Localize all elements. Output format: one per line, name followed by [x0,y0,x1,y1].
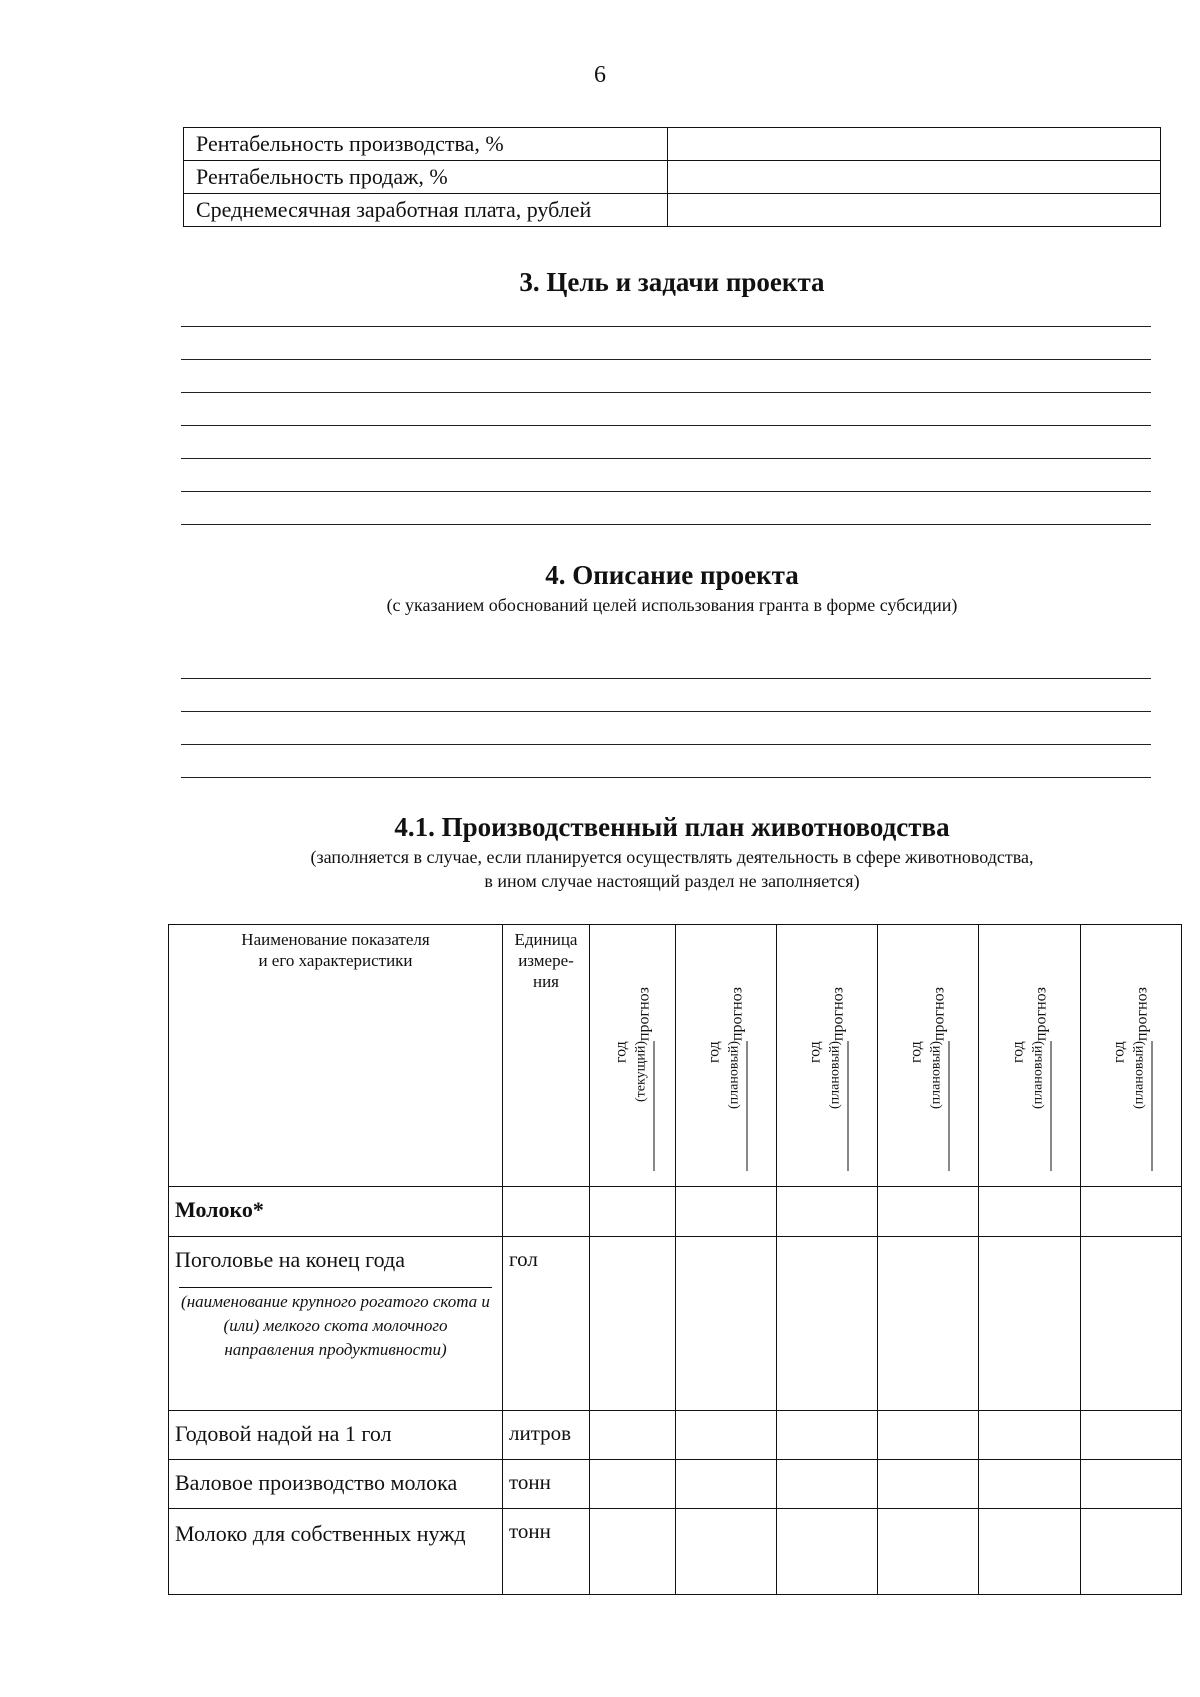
data-cell[interactable] [1081,1411,1182,1460]
year-sub-label: (плановый) [1030,1041,1045,1110]
header-indicator-name [169,925,503,1187]
row-unit: тонн [509,1470,551,1494]
header-name-line1: Наименование показателя [241,930,430,949]
data-cell[interactable] [590,1460,676,1509]
data-cell[interactable] [590,1411,676,1460]
table-row [169,1187,1182,1237]
data-cell[interactable] [1081,1460,1182,1509]
data-cell[interactable] [878,1460,979,1509]
year-sub-label: (текущий) [633,1041,648,1103]
data-cell[interactable] [777,1509,878,1595]
forecast-word: прогноз [1133,987,1151,1042]
data-cell[interactable] [676,1237,777,1411]
year-sub-label: (плановый) [1131,1041,1147,1110]
header-unit-line1: Единица [514,930,578,949]
fill-line[interactable] [181,744,1151,745]
data-cell[interactable] [676,1411,777,1460]
data-cell[interactable] [590,1187,676,1237]
data-cell[interactable] [676,1460,777,1509]
section3-title: 3. Цель и задачи проекта [519,267,825,297]
row-unit: гол [509,1247,538,1271]
year-word: год [1009,1041,1026,1063]
row-name: Годовой надой на 1 гол [175,1421,392,1446]
fill-line[interactable] [181,458,1151,459]
row-name: Молоко для собственных нужд [175,1521,466,1546]
data-cell[interactable] [777,1411,878,1460]
row-unit: тонн [509,1519,551,1543]
indicator-label: Рентабельность продаж, % [184,161,668,194]
year-word: год [1110,1041,1128,1063]
fill-line[interactable] [181,425,1151,426]
header-year-column [979,925,1081,1187]
row-name-cell [169,1237,503,1411]
header-year-column [1081,925,1182,1187]
indicator-label: Рентабельность производства, % [184,128,668,161]
indicator-value[interactable] [668,194,1161,227]
row-unit: литров [509,1421,572,1445]
table-row [184,161,1161,194]
data-cell[interactable] [979,1411,1081,1460]
table-row [169,1237,1182,1411]
indicator-value[interactable] [668,161,1161,194]
data-cell[interactable] [1081,1187,1182,1237]
group-label: Молоко* [175,1197,264,1222]
data-cell[interactable] [1081,1509,1182,1595]
table-header-row [169,925,1182,1187]
section41-subtitle-line2: в ином случае настоящий раздел не заполняется) [484,871,860,891]
unit-cell [503,1460,590,1509]
section41-title: 4.1. Производственный план животноводства [394,812,950,842]
data-cell[interactable] [503,1187,590,1237]
section4-subtitle: (с указанием обоснований целей использования гранта в форме субсидии) [386,595,958,615]
row-name-cell [169,1460,503,1509]
row-name-cell [169,1411,503,1460]
data-cell[interactable] [777,1460,878,1509]
fill-line[interactable] [181,491,1151,492]
header-year-column [777,925,878,1187]
header-unit-line3: ния [532,972,559,991]
indicator-label: Среднемесячная заработная плата, рублей [184,194,668,227]
data-cell[interactable] [878,1237,979,1411]
data-cell[interactable] [676,1509,777,1595]
forecast-word: прогноз [635,987,652,1042]
unit-cell [503,1509,590,1595]
table-row [184,128,1161,161]
year-word: год [705,1041,723,1063]
year-sub-label: (плановый) [827,1041,843,1110]
fill-line[interactable] [181,678,1151,679]
data-cell[interactable] [878,1187,979,1237]
header-name-line2: и его характеристики [258,951,413,970]
forecast-word: прогноз [930,987,948,1042]
header-year-column [590,925,676,1187]
row-name: Валовое производство молока [175,1470,458,1495]
group-label-cell [169,1187,503,1237]
table-row [169,1509,1182,1595]
header-unit [503,925,590,1187]
fill-line[interactable] [181,524,1151,525]
year-sub-label: (плановый) [928,1041,944,1110]
page-number: 6 [594,62,606,88]
forecast-word: прогноз [728,987,746,1042]
fill-line[interactable] [181,777,1151,778]
data-cell[interactable] [676,1187,777,1237]
data-cell[interactable] [590,1509,676,1595]
header-year-column [676,925,777,1187]
fill-line[interactable] [181,711,1151,712]
fill-line[interactable] [181,392,1151,393]
data-cell[interactable] [979,1509,1081,1595]
indicator-value[interactable] [668,128,1161,161]
unit-cell [503,1411,590,1460]
table-row [184,194,1161,227]
data-cell[interactable] [878,1411,979,1460]
section41-subtitle-line1: (заполняется в случае, если планируется осуществлять деятельность в сфере животноводства, [310,847,1034,867]
table-row [169,1411,1182,1460]
table-row [169,1460,1182,1509]
header-unit-line2: измере- [518,951,574,970]
year-sub-label: (плановый) [726,1041,742,1110]
row-note: (наименование крупного рогатого скота и (или) мелкого скота молочного направления продуктивности) [179,1287,492,1362]
data-cell[interactable] [979,1187,1081,1237]
forecast-word: прогноз [829,987,847,1042]
year-word: год [612,1041,629,1063]
data-cell[interactable] [979,1460,1081,1509]
unit-cell [503,1237,590,1411]
header-year-column [878,925,979,1187]
row-name-cell [169,1509,503,1595]
row-name: Поголовье на конец года [175,1247,405,1272]
data-cell[interactable] [590,1237,676,1411]
indicators-table [183,127,1161,227]
data-cell[interactable] [777,1187,878,1237]
year-word: год [806,1041,824,1063]
fill-line[interactable] [181,326,1151,327]
section4-title: 4. Описание проекта [545,560,799,590]
data-cell[interactable] [878,1509,979,1595]
data-cell[interactable] [777,1237,878,1411]
production-plan-table [168,924,1182,1595]
fill-line[interactable] [181,359,1151,360]
data-cell[interactable] [1081,1237,1182,1411]
year-word: год [907,1041,925,1063]
forecast-word: прогноз [1032,987,1049,1042]
data-cell[interactable] [979,1237,1081,1411]
